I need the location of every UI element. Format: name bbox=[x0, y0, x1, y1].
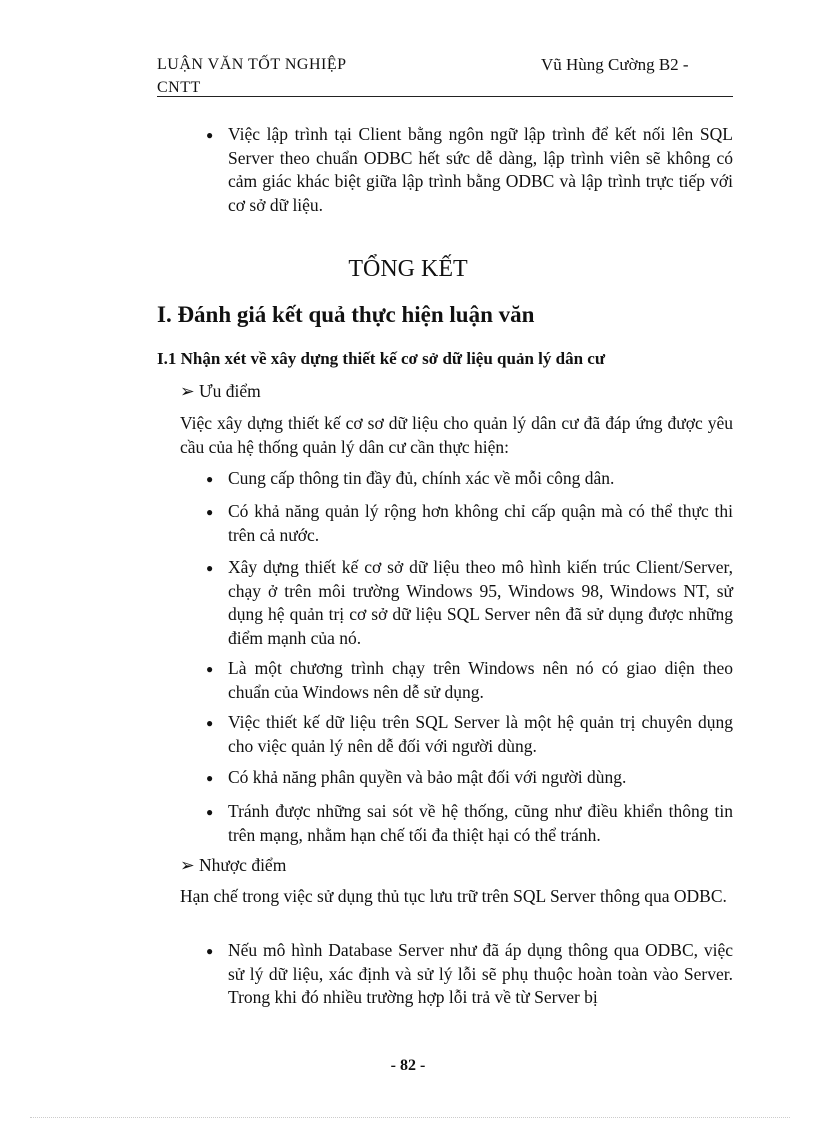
advantage-item: Tránh được những sai sót về hệ thống, cũng như điều khiển thông tin trên mạng, nhằm hạn chế tối đa thiệt hại có thể tránh. bbox=[228, 801, 733, 845]
disadvantages-label-text: Nhược điểm bbox=[199, 855, 287, 875]
header-left-line1: LUẬN VĂN TỐT NGHIỆP bbox=[157, 56, 347, 73]
advantage-item: Cung cấp thông tin đầy đủ, chính xác về mỗi công dân. bbox=[228, 468, 615, 488]
disadvantages-label bbox=[180, 855, 286, 876]
intro-bullet-text: Việc lập trình tại Client bằng ngôn ngữ lập trình để kết nối lên SQL Server theo chuẩn ODBC hết sức dễ dàng, lập trình viên sẽ không có cảm giác khác biệt giữa lập trình bằng ODBC và lập trình trực tiếp với cơ sở dữ liệu. bbox=[228, 124, 733, 215]
disadvantage-item: Nếu mô hình Database Server như đã áp dụng thông qua ODBC, việc sử lý dữ liệu, xác định và sử lý lỗi sẽ phụ thuộc hoàn toàn vào Server. Trong khi đó nhiều trường hợp lỗi trả về từ Server bị bbox=[228, 940, 733, 1007]
subsection-heading: I.1 Nhận xét về xây dựng thiết kế cơ sở dữ liệu quản lý dân cư bbox=[157, 349, 606, 368]
advantages-label-text: Ưu điểm bbox=[199, 381, 261, 401]
advantage-item: Việc thiết kế dữ liệu trên SQL Server là một hệ quản trị chuyên dụng cho việc quản lý nên dễ đối với người dùng. bbox=[228, 712, 733, 756]
advantage-item: Có khả năng phân quyền và bảo mật đối với người dùng. bbox=[228, 767, 627, 787]
arrow-bullet-icon: ➢ bbox=[180, 381, 195, 401]
bullet-icon: ● bbox=[206, 472, 214, 486]
bottom-dotted-rule bbox=[30, 1117, 790, 1118]
header-rule bbox=[157, 96, 733, 97]
header-left bbox=[157, 53, 347, 99]
bullet-icon: ● bbox=[206, 944, 214, 958]
advantages-intro: Việc xây dựng thiết kế cơ sơ dữ liệu cho quản lý dân cư đã đáp ứng được yêu cầu của hệ thống quản lý dân cư cần thực hiện: bbox=[180, 413, 733, 457]
bullet-icon: ● bbox=[206, 805, 214, 819]
disadvantages-intro: Hạn chế trong việc sử dụng thủ tục lưu trữ trên SQL Server thông qua ODBC. bbox=[180, 886, 727, 906]
advantage-item: Là một chương trình chạy trên Windows nên nó có giao diện theo chuẩn của Windows nên dễ sử dụng. bbox=[228, 658, 733, 702]
bullet-icon: ● bbox=[206, 716, 214, 730]
bullet-icon: ● bbox=[206, 505, 214, 519]
page-title: TỔNG KẾT bbox=[348, 256, 468, 282]
page-number: - 82 - bbox=[390, 1057, 426, 1074]
header-right: Vũ Hùng Cường B2 - bbox=[541, 55, 689, 74]
advantage-item: Có khả năng quản lý rộng hơn không chỉ cấp quận mà có thể thực thi trên cả nước. bbox=[228, 501, 733, 545]
bullet-icon: ● bbox=[206, 771, 214, 785]
bullet-icon: ● bbox=[206, 561, 214, 575]
bullet-icon: ● bbox=[206, 128, 214, 142]
section-heading: I. Đánh giá kết quả thực hiện luận văn bbox=[157, 302, 535, 327]
header-left-line2: CNTT bbox=[157, 79, 201, 96]
advantages-label bbox=[180, 381, 261, 402]
bullet-icon: ● bbox=[206, 662, 214, 676]
arrow-bullet-icon: ➢ bbox=[180, 855, 195, 875]
advantage-item: Xây dựng thiết kế cơ sở dữ liệu theo mô hình kiến trúc Client/Server, chạy ở trên môi trường Windows 95, Windows 98, Windows NT, sử dụng hệ quản trị cơ sở dữ liệu SQL Server nên đã sử dụng được những điểm mạnh của nó. bbox=[228, 557, 733, 648]
